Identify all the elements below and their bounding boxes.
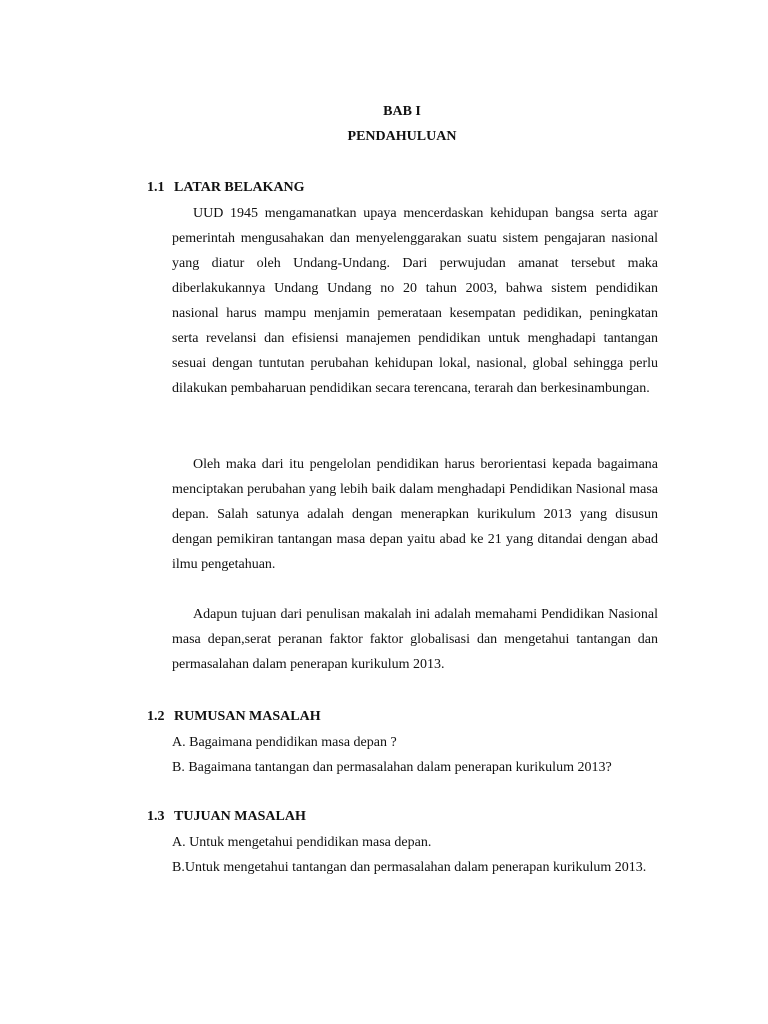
list-item: B.Untuk mengetahui tantangan dan permasalahan dalam penerapan kurikulum 2013. — [172, 860, 647, 875]
paragraph-2: Oleh maka dari itu pengelolan pendidikan harus berorientasi kepada bagaimana menciptakan perubahan yang lebih baik dalam menghadapi Pendidikan Nasional masa depan. Salah satunya adalah dengan menerapkan kurikulum 2013 yang disusun dengan pemikiran tantangan masa depan yaitu abad ke 21 yang ditandai dengan abad ilmu pengetahuan. — [172, 457, 658, 572]
list-item: A. Untuk mengetahui pendidikan masa depan. — [172, 835, 432, 850]
chapter-title: PENDAHULUAN — [347, 129, 457, 144]
list-item: B. Bagaimana tantangan dan permasalahan dalam penerapan kurikulum 2013? — [172, 760, 612, 775]
section-title: LATAR BELAKANG — [174, 180, 305, 195]
section-number: 1.2 — [147, 709, 165, 724]
paragraph-1: UUD 1945 mengamanatkan upaya mencerdaskan kehidupan bangsa serta agar pemerintah mengusahakan dan menyelenggarakan suatu sistem pengajaran nasional yang diatur oleh Undang-Undang. Dari perwujudan amanat tersebut maka diberlakukannya Undang Undang no 20 tahun 2003, bahwa sistem pendidikan nasional harus mampu menjamin pemerataan kesempatan pedidikan, peningkatan serta revelansi dan efisiensi manajemen pendidikan untuk menghadapi tantangan sesuai dengan tuntutan perubahan kehidupan lokal, nasional, global sehingga perlu dilakukan pembaharuan pendidikan secara terencana, terarah dan berkesinambungan. — [172, 206, 658, 396]
section-heading-rumusan-masalah — [147, 708, 321, 726]
section-number: 1.1 — [147, 180, 165, 195]
section-title: TUJUAN MASALAH — [174, 809, 306, 824]
section-heading-tujuan-masalah — [147, 808, 306, 826]
section-number: 1.3 — [147, 809, 165, 824]
section-heading-latar-belakang — [147, 179, 305, 197]
section-title: RUMUSAN MASALAH — [174, 709, 321, 724]
chapter-label: BAB I — [383, 104, 421, 119]
paragraph-3: Adapun tujuan dari penulisan makalah ini adalah memahami Pendidikan Nasional masa depan,serat peranan faktor faktor globalisasi dan mengetahui tantangan dan permasalahan dalam penerapan kurikulum 2013. — [172, 607, 658, 672]
list-item: A. Bagaimana pendidikan masa depan ? — [172, 735, 397, 750]
